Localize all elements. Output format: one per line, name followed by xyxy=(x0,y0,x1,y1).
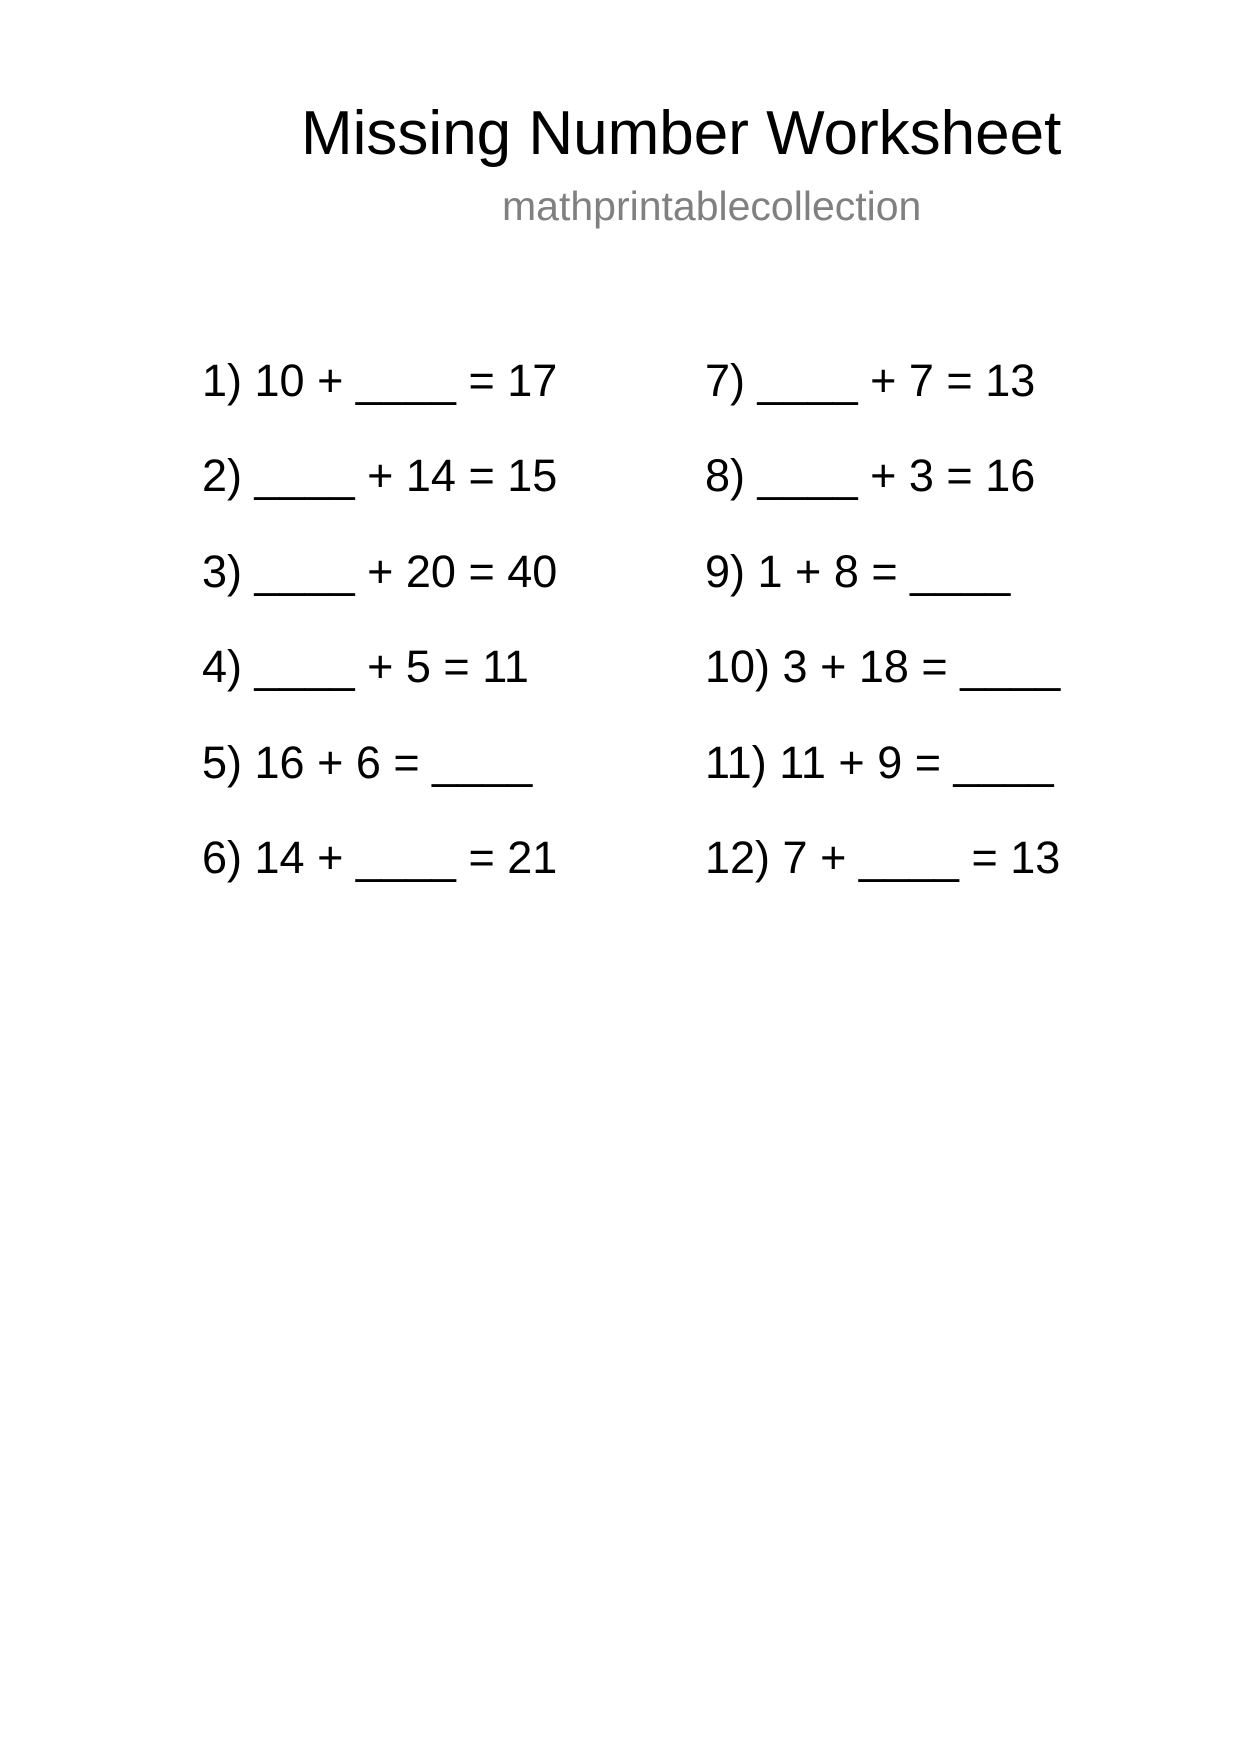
problem-11: 11) 11 + 9 = ____ xyxy=(705,737,1054,788)
problem-7: 7) ____ + 7 = 13 xyxy=(705,355,1036,406)
worksheet-title: Missing Number Worksheet xyxy=(301,99,1062,168)
problem-9: 9) 1 + 8 = ____ xyxy=(705,546,1011,597)
problem-5: 5) 16 + 6 = ____ xyxy=(202,737,533,788)
worksheet-subtitle: mathprintablecollection xyxy=(502,183,922,229)
problem-3: 3) ____ + 20 = 40 xyxy=(202,546,558,597)
problem-6: 6) 14 + ____ = 21 xyxy=(202,832,558,883)
problem-4: 4) ____ + 5 = 11 xyxy=(202,641,529,692)
problem-2: 2) ____ + 14 = 15 xyxy=(202,450,558,501)
problem-10: 10) 3 + 18 = ____ xyxy=(705,641,1061,692)
problem-12: 12) 7 + ____ = 13 xyxy=(705,832,1061,883)
problem-8: 8) ____ + 3 = 16 xyxy=(705,450,1036,501)
problem-1: 1) 10 + ____ = 17 xyxy=(202,355,558,406)
